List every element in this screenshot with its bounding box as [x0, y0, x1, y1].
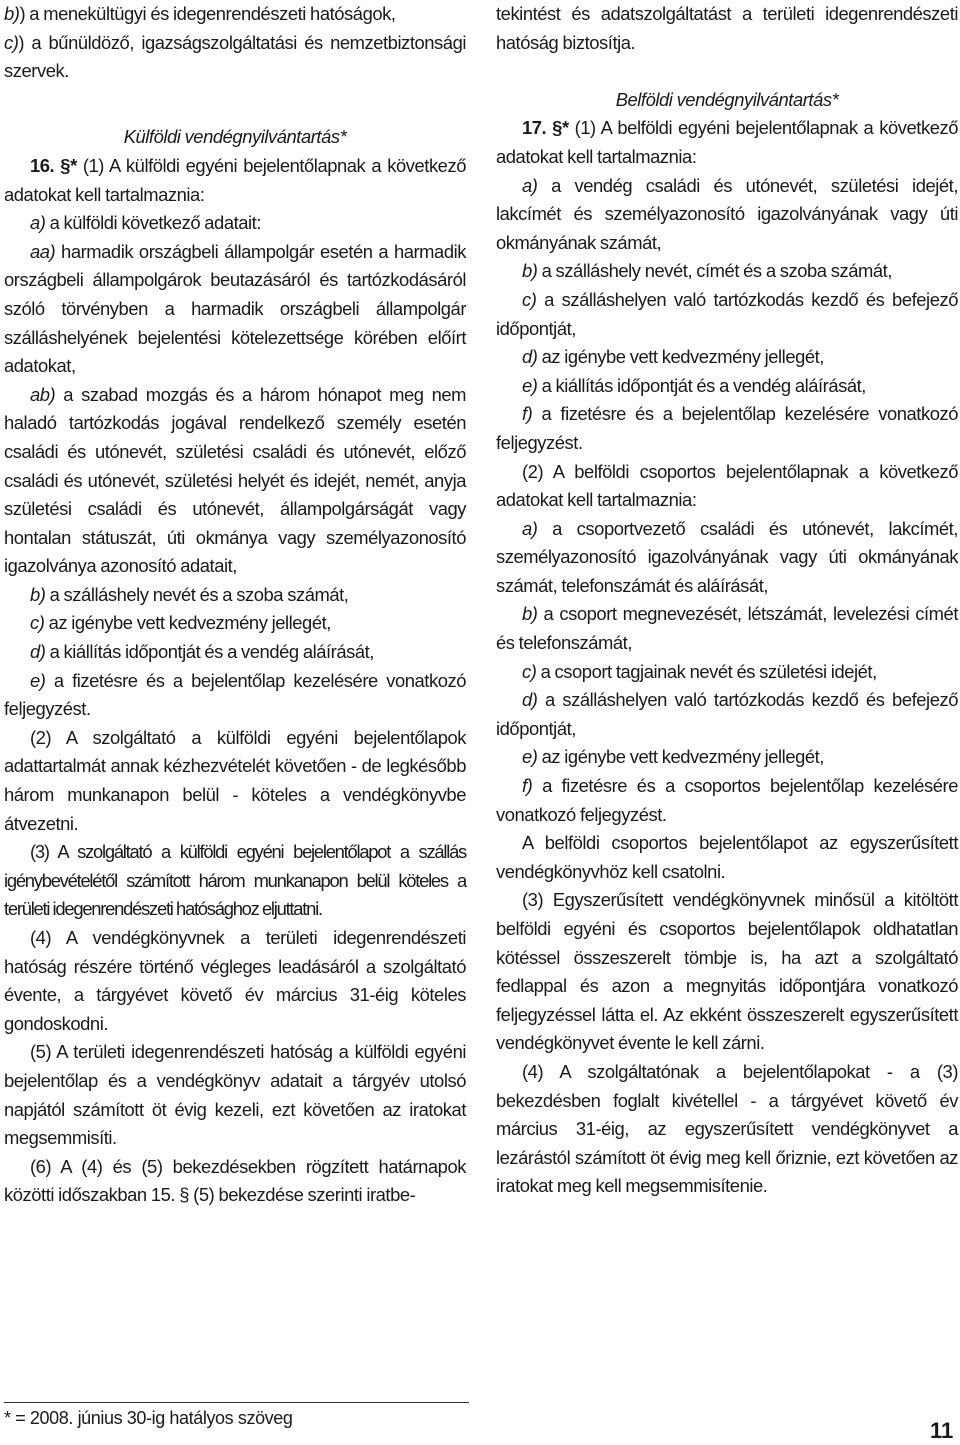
label-a: a) [522, 174, 538, 196]
right-e1 [496, 372, 958, 401]
right-d1-text: az igénybe vett kedvezmény jellegét, [537, 346, 824, 368]
heading-belfoldi: Belföldi vendégnyilvántartás* [615, 88, 839, 110]
right-b1 [496, 257, 958, 286]
footnote-divider [4, 1402, 469, 1403]
label-ab: ab) [30, 383, 56, 405]
label-a: a) [30, 212, 46, 234]
label-b: b) [522, 260, 538, 282]
left-d [4, 638, 466, 667]
label-f: f) [522, 775, 533, 797]
left-a [4, 209, 466, 238]
label-e: e) [522, 746, 538, 768]
left-p6: (6) A (4) és (5) bekezdésekben rögzített határnapok közötti időszakban 15. § (5) bekezdése szerinti iratbe- [4, 1155, 466, 1206]
left-ab-text: a szabad mozgás és a három hónapot meg nem haladó tartózkodás jogával rendelkező személy esetén családi és utónevét, születési családi és utónevét, előző családi és utónevét, születési helyét és idejét, nemét, anyja születési családi és utónevét, állampolgárságát vagy hontalan státuszát, úti okmánya vagy személyazonosító igazolványa azonosító adatait, [4, 383, 466, 577]
left-ab [4, 381, 466, 581]
label-c: c) [30, 612, 45, 634]
label-e: e) [522, 374, 538, 396]
left-p5: (5) A területi idegenrendészeti hatóság a külföldi egyéni bejelentőlap és a vendégkönyv adatait a tárgyév utolsó napjától számított öt évig kezeli, ezt követően az iratokat megsemmisíti. [4, 1041, 466, 1149]
right-f1 [496, 400, 958, 457]
right-a2-text: a csoportvezető családi és utónevét, lakcímét, személyazonosító igazolványának vagy úti okmányának számát, telefonszámát és aláírását, [496, 517, 958, 596]
right-f1-text: a fizetésre és a bejelentőlap kezelésére vonatkozó feljegyzést. [496, 403, 958, 453]
left-c-line-text: ) a bűnüldöző, igazságszolgáltatási és nemzetbiztonsági szervek. [4, 31, 466, 82]
label-a: a) [522, 517, 538, 539]
label-c: c) [522, 660, 537, 682]
footnote: * = 2008. június 30-ig hatályos szöveg [4, 1408, 293, 1428]
left-e [4, 667, 466, 724]
left-b-line [4, 0, 466, 29]
label-aa: aa) [30, 240, 56, 262]
left-d-text: a kiállítás időpontját és a vendég aláírását, [45, 641, 374, 663]
label-d: d) [30, 641, 46, 663]
left-aa [4, 238, 466, 381]
right-c1-text: a szálláshelyen való tartózkodás kezdő és befejező időpontját, [496, 288, 958, 339]
left-b-text: a szálláshely nevét és a szoba számát, [45, 583, 349, 605]
label-b: b) [522, 603, 538, 625]
label-c: c) [4, 31, 19, 53]
section-16-p1 [4, 152, 466, 209]
left-a-text: a külföldi következő adatait: [45, 212, 261, 234]
section-16-number: 16. §* [30, 154, 77, 176]
left-p4: (4) A vendégkönyvnek a területi idegenrendészeti hatóság részére történő végleges leadásáról a szolgáltató évente, a tárgyévet követő év március 31-éig köteles gondoskodni. [4, 927, 466, 1034]
section-17-number: 17. §* [522, 117, 569, 139]
right-p3: (3) Egyszerűsített vendégkönyvnek minősül a kitöltött belföldi egyéni és csoportos bejelentőlapok oldhatatlan kötéssel összeszerelt tömbje is, ha azt a szolgáltató fedlappal és azon a megnyitás időpontjára vonatkozó feljegyzéssel látta el. Az ekként összeszerelt egyszerűsített vendégkönyvet évente le kell zárni. [496, 889, 958, 1054]
right-d2-text: a szálláshelyen való tartózkodás kezdő és befejező időpontját, [496, 689, 958, 739]
section-17-p1-text: (1) A belföldi egyéni bejelentőlapnak a következő adatokat kell tartalmaznia: [496, 117, 958, 167]
right-c2-text: a csoport tagjainak nevét és születési idejét, [536, 660, 877, 682]
label-d: d) [522, 346, 538, 368]
right-a1 [496, 172, 958, 258]
left-b-line-text: ) a menekültügyi és idegenrendészeti hatóságok, [19, 3, 396, 24]
left-c [4, 609, 466, 638]
right-continuation: tekintést és adatszolgáltatást a területi idegenrendészeti hatóság biztosítja. [496, 3, 958, 53]
label-b: b) [30, 583, 46, 605]
right-a2 [496, 515, 958, 601]
right-p4: (4) A szolgáltatónak a bejelentőlapokat - a (3) bekezdésben foglalt kivétellel - a tárgyévet követő év március 31-éig, az egyszerűsített vendégkönyvet a lezárástól számított öt évig meg kell őriznie, ezt követően az iratokat meg kell megsemmisítenie. [496, 1060, 958, 1197]
section-16-p1-text: (1) A külföldi egyéni bejelentőlapnak a következő adatokat kell tartalmaznia: [4, 154, 466, 205]
right-d1 [496, 343, 958, 372]
right-b2 [496, 600, 958, 657]
right-b2-text: a csoport megnevezését, létszámát, levelezési címét és telefonszámát, [496, 603, 958, 654]
label-d: d) [522, 689, 538, 711]
right-a1-text: a vendég családi és utónevét, születési idejét, lakcímét és személyazonosító igazolványának vagy úti okmányának számát, [496, 174, 958, 253]
section-17-p1 [496, 114, 958, 171]
heading-kulfoldi: Külföldi vendégnyilvántartás* [123, 126, 347, 148]
left-c-line [4, 29, 466, 86]
page-number: 11 [930, 1418, 954, 1443]
right-p2b: A belföldi csoportos bejelentőlapot az egyszerűsített vendégkönyvhöz kell csatolni. [496, 832, 958, 882]
right-f2-text: a fizetésre és a csoportos bejelentőlap kezelésére vonatkozó feljegyzést. [496, 775, 958, 825]
label-b: b) [4, 3, 20, 24]
right-d2 [496, 686, 958, 743]
right-p2: (2) A belföldi csoportos bejelentőlapnak a következő adatokat kell tartalmaznia: [496, 460, 958, 511]
left-aa-text: harmadik országbeli állampolgár esetén a harmadik országbeli állampolgárok beutazásáról és tartózkodásáról szóló törvényben a harmadik országbeli állampolgár szálláshelyének bejelentési kötelezettsége körében előírt adatokat, [4, 240, 466, 377]
right-c1 [496, 286, 958, 343]
right-e1-text: a kiállítás időpontját és a vendég aláírását, [537, 374, 866, 396]
label-c: c) [522, 288, 537, 310]
left-e-text: a fizetésre és a bejelentőlap kezelésére vonatkozó feljegyzést. [4, 669, 466, 720]
right-column [496, 0, 958, 1201]
right-c2 [496, 658, 958, 687]
right-f2 [496, 772, 958, 829]
left-b [4, 581, 466, 610]
label-f: f) [522, 403, 533, 425]
left-p3: (3) A szolgáltató a külföldi egyéni bejelentőlapot a szállás igénybevételétől számított három munkanapon belül köteles a területi idegenrendészeti hatósághoz eljuttatni. [4, 841, 466, 920]
right-e2 [496, 743, 958, 772]
right-e2-text: az igénybe vett kedvezmény jellegét, [537, 746, 824, 768]
left-column [4, 0, 466, 1210]
left-c-text: az igénybe vett kedvezmény jellegét, [44, 612, 331, 634]
left-p2: (2) A szolgáltató a külföldi egyéni bejelentőlapok adattartalmát annak kézhezvételét követően - de legkésőbb három munkanapon belül - köteles a vendégkönyvbe átvezetni. [4, 726, 466, 834]
right-b1-text: a szálláshely nevét, címét és a szoba számát, [537, 260, 892, 282]
label-e: e) [30, 669, 46, 691]
